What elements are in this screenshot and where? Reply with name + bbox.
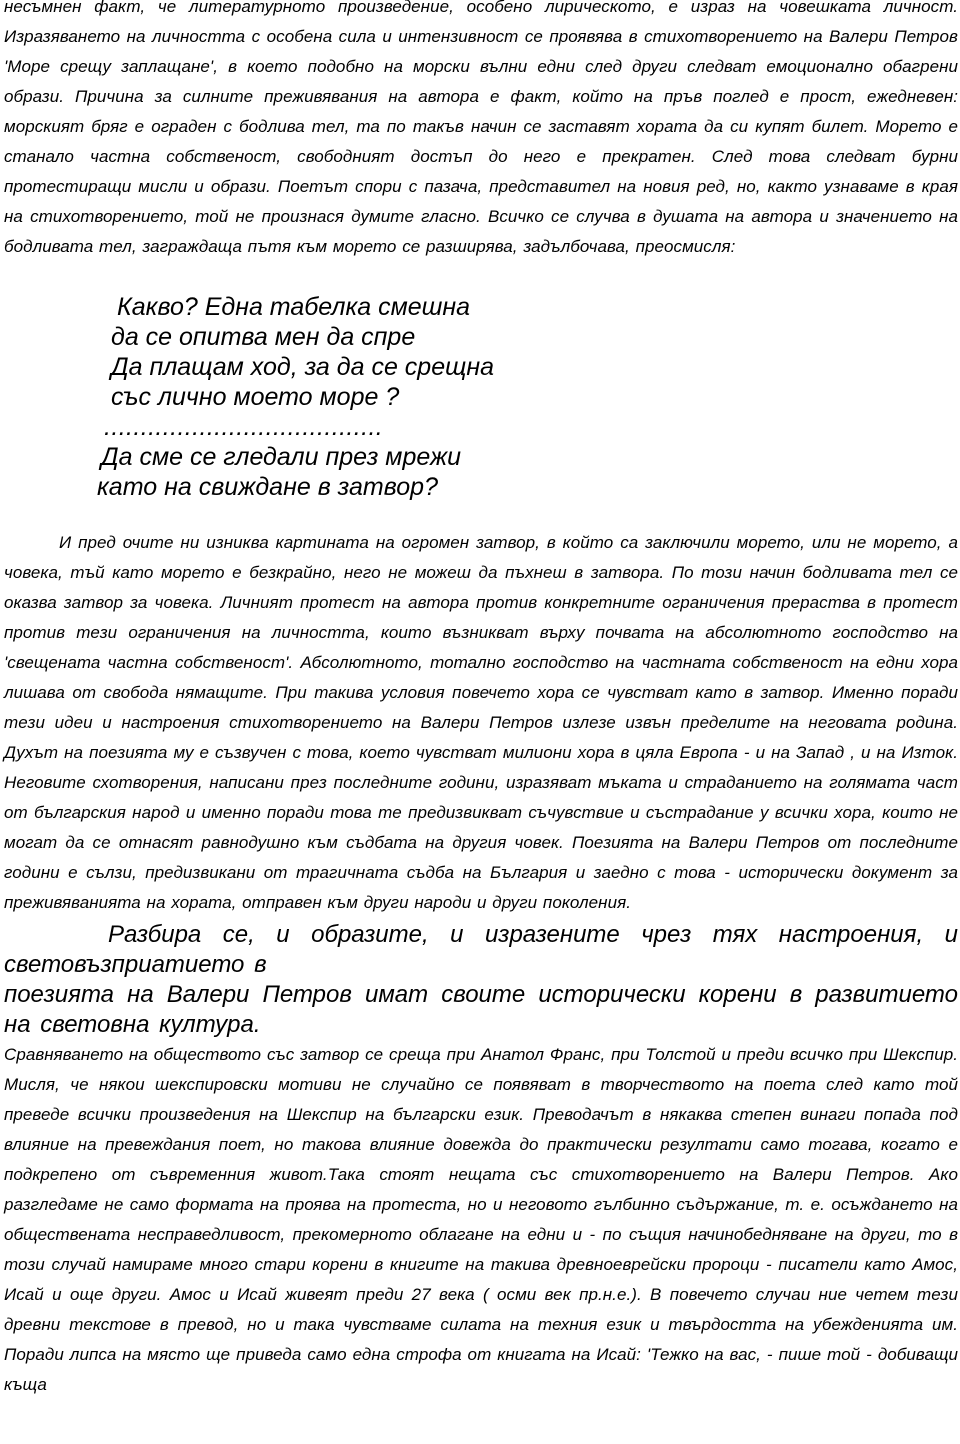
paragraph-comparison: Сравняването на обществото със затвор се среща при Анатол Франс, при Толстой и преди всичко при Шекспир. Мисля, че някои шекспировски мотиви не случайно се появяват в творчеството на поета след като той преведе всички произведения на Шекспир на български език. Преводачът в някаква степен винаги попада под влияние на превеждания поет, но такова влияние довежда до практически резултати само тогава, когато е подкрепено от съвременния живот.Така стоят нещата със стихотворението на Валери Петров. Ако разгледаме не само формата на проява на протеста, но и неговото гълбинно съдържание, т. е. осъждането на обществената несправедливост, прекомерното облагане на едни и - по същия начинобедняване на други, то в този случай намираме много стари корени в книгите на такива древноеврейски пророци - писатели като Амос, Исай и още други. Амос и Исай живеят преди 27 века ( осми век пр.н.е.). В повечето случаи ние четем тези древни текстове в превод, но и така чувстваме силата на техния език и твърдостта на убежденията им. Поради липса на място ще приведа само една строфа от книгата на Исай: 'Тежко на вас, - пише той - добиващи къща — [4, 1045, 958, 1394]
poem-line: Да сме се гледали през мрежи — [101, 443, 462, 471]
poem-line: като на свиждане в затвор? — [97, 473, 438, 501]
paragraph-emphasis-2: поезията на Валери Петров имат своите исторически корени в развитието на световна култура. — [4, 981, 958, 1038]
document-page — [4, 0, 958, 1400]
poem-line: Да плащам ход, за да се срещна — [111, 353, 495, 381]
paragraph-intro: несъмнен факт, че литературното произведение, особено лирическото, е израз на човешката личност. Изразяването на личността с особена сила и интензивност се проявява в стихотворението на Валери Петров 'Море срещу заплащане', в което подобно на морски вълни едни след други следват емоционално обагрени образи. Причина за силните преживявания на автора е факт, който на пръв поглед е прост, ежедневен: морският бряг е ограден с бодлива тел, та по такъв начин се заставят хората да си купят билет. Морето е станало частна собственост, свободният достъп до него е прекратен. След това следват бурни протестиращи мисли и образи. Поетът спори с пазача, представител на новия ред, но, както узнаваме в края на стихотворението, той не произнася думите гласно. Всичко се случва в душата на автора и значението на бодливата тел, заграждаща пътя към морето се разширява, задълбочава, преосмисля: — [4, 0, 958, 256]
poem-line: със лично моето море ? — [111, 383, 400, 411]
poem-line: да се опитва мен да спре — [111, 323, 416, 351]
paragraph-emphasis-1: Разбира се, и образите, и изразените чрез тях настроения, и световъзприатието в — [4, 921, 958, 978]
poem-line: Какво? Една табелка смешна — [117, 293, 471, 321]
paragraph-prison-image: И пред очите ни изниква картината на огромен затвор, в който са заключили морето, или не морето, а човека, тъй като морето е безкрайно, него не можеш да пъхнеш в затвора. По този начин бодливата тел се оказва затвор за човека. Личният протест на автора против конкретните ограничения прераства в протест против тези ограничения на личността, които възникват върху почвата на абсолютното господство на 'свещената частна собственост'. Абсолютното, тотално господство на частната собственост на едни хора лишава от свобода нямащите. При такива условия повечето хора се чувстват като в затвор. Именно поради тези идеи и настроения стихотворението на Валери Петров излезе извън пределите на неговата родина. Духът на поезията му е съзвучен с това, което чувстват милиони хора в цяла Европа - и на Запад , и на Изток. Неговите схотворения, написани през последните години, изразяват мъката и страданието на голямата част от българския народ и именно поради това те предизвикват съчувствие и състрадание у всички хора, които не могат да се отнасят равнодушно към съдбата на другия човек. Поезията на Валери Петров от последните години е сълзи, предизвикани от трагичната съдба на България и заедно с това - исторически документ за преживяванията на хората, отправен към други народи и други поколения. — [4, 533, 958, 912]
poem-ellipsis: ...................................... — [104, 413, 384, 441]
poem-quote — [4, 292, 958, 502]
